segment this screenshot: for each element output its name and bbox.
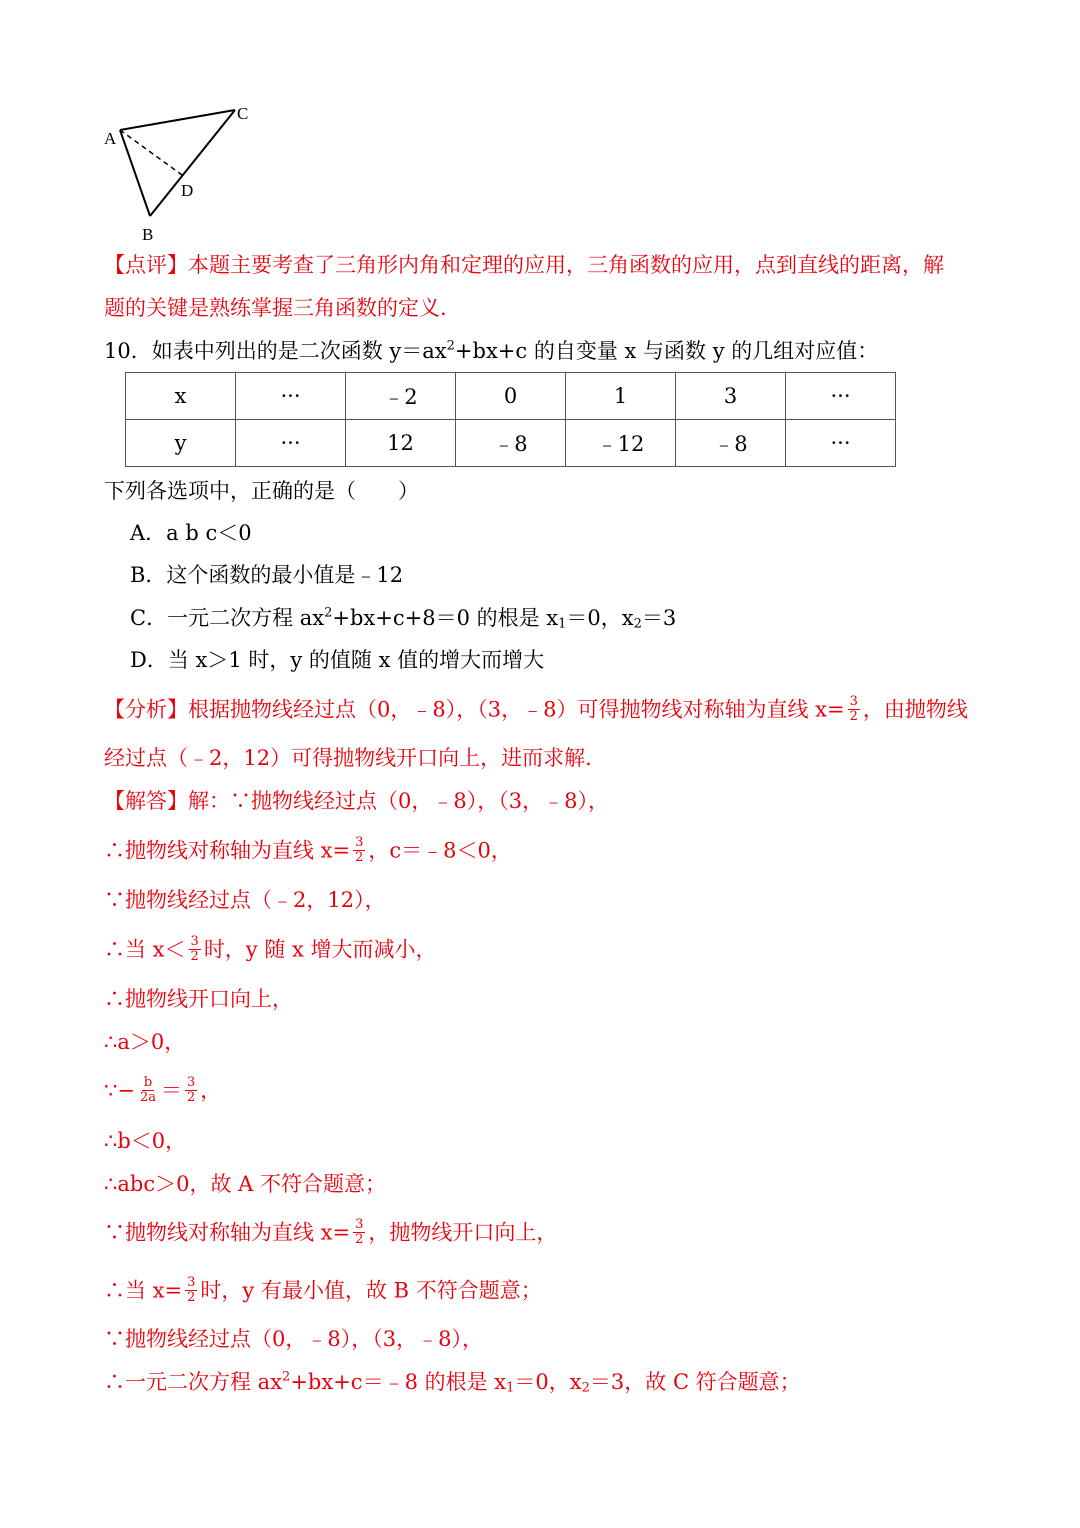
question-prompt: 下列各选项中，正确的是（ ） bbox=[104, 479, 419, 503]
fraction-3-2: $\frac{3}{2}$ bbox=[355, 1217, 364, 1247]
comment-line-1: 【点评】本题主要考查了三角形内角和定理的应用，三角函数的应用，点到直线的距离，解 bbox=[104, 253, 944, 277]
table-row-y bbox=[126, 420, 896, 467]
solution-line-11: ∴当 x= $\frac{3}{2}$ 时，y 有最小值，故 B 不符合题意； bbox=[104, 1275, 542, 1305]
table-cell: 12 bbox=[346, 420, 456, 467]
fraction-b-2a: $\frac{b}{2a}$ bbox=[139, 1075, 156, 1105]
table-row-x bbox=[126, 373, 896, 420]
solution-line-4: ∴当 x＜ $\frac{3}{2}$ 时，y 随 x 增大而减小， bbox=[104, 934, 437, 964]
table-cell: 1 bbox=[566, 373, 676, 420]
edge-ad-dashed bbox=[120, 130, 182, 175]
label-a: A bbox=[104, 129, 117, 148]
solution-line-8: ∴b＜0， bbox=[104, 1129, 187, 1153]
table-cell: 0 bbox=[456, 373, 566, 420]
fraction-3-2: $\frac{3}{2}$ bbox=[849, 694, 858, 724]
fraction-3-2: $\frac{3}{2}$ bbox=[187, 1275, 196, 1305]
solution-line-12: ∵抛物线经过点（0，﹣8），（3，﹣8）， bbox=[104, 1327, 483, 1351]
label-c: C bbox=[237, 104, 249, 123]
table-cell: ··· bbox=[786, 420, 896, 467]
option-a: A．a b c＜0 bbox=[130, 521, 252, 545]
table-cell: ﹣8 bbox=[456, 420, 566, 467]
table-cell: ﹣8 bbox=[676, 420, 786, 467]
question-title: 10．如表中列出的是二次函数 $y=ax^2+bx+c$ 的自变量 x 与函数 y 的几组对应值： bbox=[104, 338, 879, 363]
table-cell: ﹣12 bbox=[566, 420, 676, 467]
edge-ac bbox=[120, 110, 235, 130]
analysis-line-1: 【分析】根据抛物线经过点（0，﹣8），（3，﹣8）可得抛物线对称轴为直线 x= $\frac{3}{2}$ ，由抛物线 bbox=[104, 694, 968, 724]
table-cell: y bbox=[126, 420, 236, 467]
solution-line-7: ∵− $\frac{b}{2a}$ ＝ $\frac{3}{2}$ ， bbox=[104, 1075, 222, 1105]
option-c: C．一元二次方程 $ax^2+bx+c+8=0$ 的根是 $x_1=0$，$x_2=3$ bbox=[130, 605, 677, 632]
edge-ab bbox=[120, 130, 150, 216]
label-b: B bbox=[142, 225, 154, 244]
solution-line-6: ∴a＞0， bbox=[104, 1030, 186, 1054]
solution-line-10: ∵抛物线对称轴为直线 x= $\frac{3}{2}$ ，抛物线开口向上， bbox=[104, 1217, 558, 1247]
fraction-3-2: $\frac{3}{2}$ bbox=[190, 934, 199, 964]
fraction-3-2: $\frac{3}{2}$ bbox=[355, 835, 364, 865]
solution-line-2: ∴抛物线对称轴为直线 x= $\frac{3}{2}$ ，c＝﹣8＜0， bbox=[104, 835, 512, 865]
table-cell: x bbox=[126, 373, 236, 420]
comment-line-2: 题的关键是熟练掌握三角函数的定义. bbox=[104, 296, 447, 320]
solution-line-9: ∴abc＞0，故 A 不符合题意； bbox=[104, 1172, 386, 1196]
solution-line-5: ∴抛物线开口向上， bbox=[104, 987, 293, 1011]
option-d: D．当 x＞1 时，y 的值随 x 值的增大而增大 bbox=[130, 648, 545, 672]
label-d: D bbox=[181, 181, 194, 200]
analysis-line-2: 经过点（﹣2，12）可得抛物线开口向上，进而求解. bbox=[104, 746, 592, 770]
value-table bbox=[125, 372, 896, 467]
edge-bc bbox=[150, 110, 235, 216]
option-b: B．这个函数的最小值是﹣12 bbox=[130, 563, 404, 587]
table-cell: ··· bbox=[786, 373, 896, 420]
fraction-3-2: $\frac{3}{2}$ bbox=[187, 1075, 196, 1105]
table-cell: ﹣2 bbox=[346, 373, 456, 420]
table-cell: ··· bbox=[236, 420, 346, 467]
solution-line-13: ∴一元二次方程 $ax^2+bx+c=﹣8$ 的根是 $x_1=0$，$x_2=3$，故 C 符合题意； bbox=[104, 1369, 801, 1396]
solution-line-1: 【解答】解：∵抛物线经过点（0，﹣8），（3，﹣8）， bbox=[104, 789, 609, 813]
table-cell: 3 bbox=[676, 373, 786, 420]
table-cell: ··· bbox=[236, 373, 346, 420]
triangle-figure bbox=[98, 100, 268, 250]
solution-line-3: ∵抛物线经过点（﹣2，12）， bbox=[104, 888, 386, 912]
